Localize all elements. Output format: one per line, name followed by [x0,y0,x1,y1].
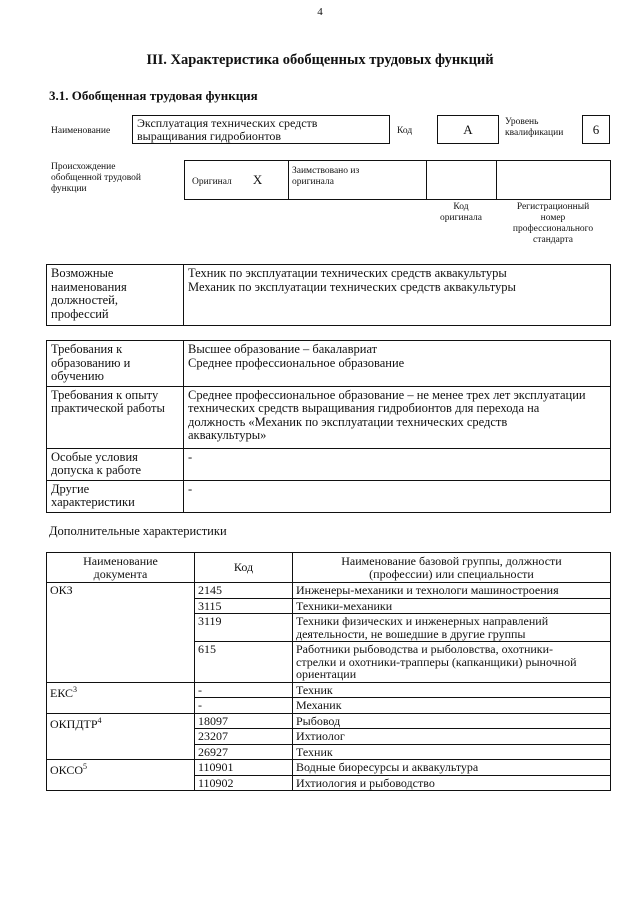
code-cell: 615 [195,642,293,683]
caption-line: номер [540,213,566,223]
name-cell [293,698,611,714]
code-cell: 110901 [195,760,293,776]
label-line: образованию и [51,355,131,370]
value-line: аквакультуры» [188,428,267,442]
name-line: Работники рыбоводства и рыболовства, охотники- [296,642,554,656]
name-line: Инженеры-механики и технологи машиностроения [296,583,559,597]
value-line: - [188,449,193,464]
label-line: Возможные [51,266,114,280]
name-line: Техники-механики [296,598,393,613]
original-cell [185,161,289,200]
code-cell: 23207 [195,729,293,745]
level-label-line: Уровень [505,117,539,127]
header-code: Код [195,553,293,583]
value-line: Высшее образование – бакалавриат [188,342,378,356]
name-cell [293,713,611,729]
caption-line: профессионального [512,224,594,234]
name-cell [293,744,611,760]
level-label [505,117,563,139]
name-line: Техники физических и инженерных направлений [296,614,549,628]
experience-value-cell [184,386,611,448]
table-row [47,583,611,599]
position-name: Техник по эксплуатации технических средств аквакультуры [188,266,507,280]
value-line: должность «Механик по эксплуатации технических средств [188,414,508,429]
doc-name: ОКСО [50,763,84,777]
caption-code [426,202,496,224]
positions-value-cell [184,265,611,326]
name-cell [293,729,611,745]
header-line: документа [93,566,148,581]
label-line: Другие [51,481,90,496]
name-cell [293,642,611,683]
subsection-title: 3.1. Обобщенная трудовая функция [49,88,258,103]
caption-line: Код [453,202,469,212]
header-line: (профессии) или специальности [369,566,534,581]
name-line: Ихтиология и рыбоводство [296,775,435,790]
name-value-line: выращивания гидробионтов [137,129,282,143]
positions-label-cell [47,265,184,326]
label-line: Требования к [51,342,123,356]
special-conditions-value-cell [184,448,611,480]
code-cell: 110902 [195,775,293,791]
code-value-box: А [437,115,499,144]
origin-label-line: функции [51,184,87,194]
label-line: профессий [51,306,109,321]
original-mark: X [252,171,263,187]
caption-reg [496,202,610,246]
borrowed-cell [289,161,427,200]
doc-cell [47,682,195,713]
value-line: - [188,481,193,496]
requirements-table [46,340,611,513]
header-line: Наименование базовой группы, должности [341,554,562,568]
doc-cell [47,583,195,683]
label-line: должностей, [51,293,118,307]
origin-code-cell [427,161,497,200]
caption-line: стандарта [533,235,573,245]
doc-name: ОКПДТР [50,716,98,731]
table-row [47,760,611,776]
label-line: наименования [51,279,127,294]
name-line: Водные биоресурсы и аквакультура [296,760,479,774]
label-line: Особые условия [51,449,138,464]
doc-name: ЕКС [50,685,74,700]
code-cell: 3119 [195,614,293,642]
name-label: Наименование [51,126,111,136]
name-line: стрелки и охотники-трапперы (капканщики) рыночной [296,654,577,669]
name-line: Механик [296,698,342,712]
value-line: Среднее профессиональное образование [188,355,405,370]
name-line: Ихтиолог [296,729,345,743]
level-label-line: квалификации [505,128,564,138]
origin-table [184,160,611,200]
name-line: ориентации [296,667,357,681]
origin-label-line: Происхождение [51,162,116,172]
page-number: 4 [317,6,323,18]
name-line: Рыбовод [296,713,341,728]
code-cell: 18097 [195,713,293,729]
header-line: Наименование [83,554,158,568]
original-label: Оригинал [192,176,232,187]
experience-label-cell [47,386,184,448]
other-value-cell [184,480,611,512]
label-line: характеристики [51,495,135,509]
additional-table [46,552,611,791]
name-cell [293,583,611,599]
code-cell: 26927 [195,744,293,760]
label-line: обучению [51,369,104,383]
value-line: Среднее профессиональное образование – не менее трех лет эксплуатации [188,387,586,402]
name-cell [293,682,611,698]
name-cell [293,598,611,614]
doc-name: ОКЗ [50,583,73,597]
footnote-mark: 4 [97,715,102,725]
name-cell [293,760,611,776]
origin-reg-cell [497,161,611,200]
table-row [47,713,611,729]
value-line: технических средств выращивания гидробионтов для перехода на [188,401,540,415]
label-line: практической работы [51,401,165,415]
name-line: Техник [296,682,333,697]
code-label: Код [397,126,413,136]
education-value-cell [184,341,611,387]
doc-cell [47,760,195,791]
position-name: Механик по эксплуатации технических средств аквакультуры [188,279,516,294]
header-name [293,553,611,583]
name-line: деятельности, не вошедшие в другие группы [296,626,526,641]
special-conditions-label-cell [47,448,184,480]
other-label-cell [47,480,184,512]
doc-cell [47,713,195,760]
name-value-line: Эксплуатация технических средств [137,116,318,130]
positions-table [46,264,611,326]
origin-label [51,162,141,195]
borrowed-label-line: Заимствовано из [292,166,360,176]
name-cell [293,614,611,642]
origin-label-line: обобщенной трудовой [51,173,141,183]
code-cell: - [195,682,293,698]
name-line: Техник [296,744,333,759]
code-cell: - [195,698,293,714]
label-line: допуска к работе [51,463,142,477]
education-label-cell [47,341,184,387]
level-value-box: 6 [582,115,610,144]
caption-line: Регистрационный [516,202,590,212]
table-row [47,682,611,698]
section-title: III. Характеристика обобщенных трудовых функций [146,52,494,68]
name-cell [293,775,611,791]
code-cell: 3115 [195,598,293,614]
code-cell: 2145 [195,583,293,599]
footnote-mark: 5 [83,762,88,771]
header-doc [47,553,195,583]
label-line: Требования к опыту [51,387,159,402]
footnote-mark: 3 [73,684,78,694]
borrowed-label-line: оригинала [292,177,334,187]
caption-line: оригинала [440,213,482,223]
name-value-box [132,115,390,144]
additional-title: Дополнительные характеристики [49,524,227,538]
